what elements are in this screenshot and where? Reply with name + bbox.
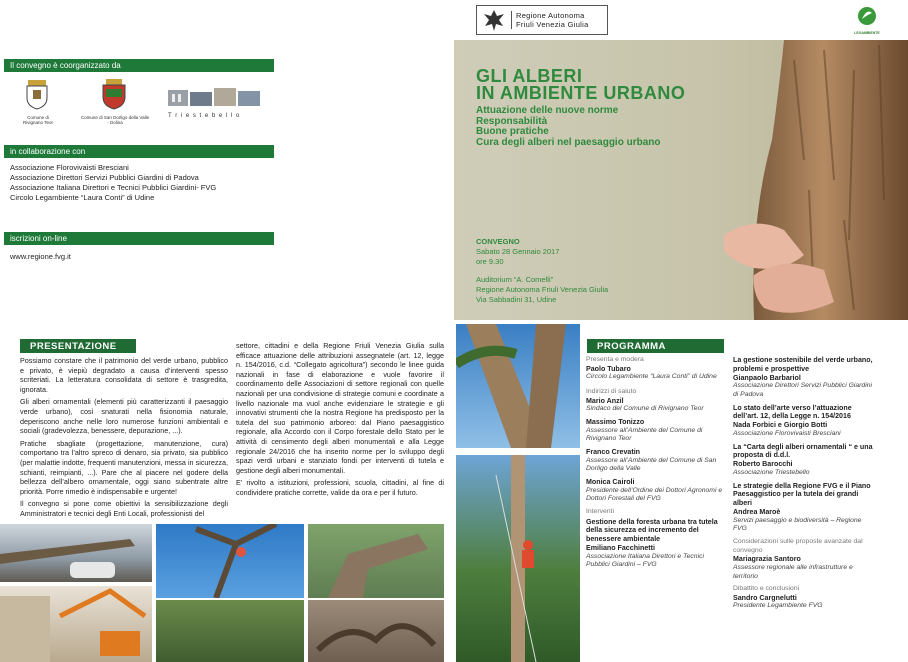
- photo-excavator: [0, 586, 152, 662]
- program-role: Indirizzi di saluto: [586, 387, 637, 395]
- programma-col2: [733, 356, 873, 615]
- arborist-illustration: [456, 455, 580, 662]
- event-time: ore 9.30: [476, 257, 504, 266]
- organized-bar: Il convegno è coorganizzato da: [4, 59, 274, 72]
- region-logo: [476, 5, 608, 35]
- speaker-affiliation: Associazione Direttori Servizi Pubblici Giardini di Padova: [733, 382, 873, 398]
- coat-of-arms-icon: [24, 78, 50, 110]
- cover-title-line1: GLI ALBERI: [476, 66, 583, 86]
- cover-subtitle: Responsabilità: [476, 115, 548, 127]
- cover-title-line2: IN AMBIENTE URBANO: [476, 83, 686, 103]
- logo-san-dorligo: [80, 78, 150, 123]
- region-line1: Regione Autonoma: [516, 11, 585, 20]
- cover-subtitle: Cura degli alberi nel paesaggio urbano: [476, 136, 661, 148]
- collaborator: Associazione Florovivaisti Bresciani: [10, 163, 129, 172]
- program-role: Considerazioni sulle proposte avanzate dal convegno: [733, 537, 863, 554]
- programma-col1: [586, 356, 726, 574]
- cover-subtitle: Attuazione delle nuove norme: [476, 105, 619, 116]
- logo-caption: T r i e s t e b e l l o: [168, 113, 241, 119]
- logo-caption: Comune di San Dorligo della Valle - Dolina: [80, 115, 150, 125]
- talk-topic: La gestione sostenibile del verde urbano, problemi e prospettive: [733, 356, 873, 373]
- roots-illustration: [308, 600, 444, 662]
- talk-topic: La “Carta degli alberi ornamentali “ e una proposta di d.d.l.: [733, 442, 873, 460]
- speaker-affiliation: Associazione Triestebello: [733, 468, 810, 476]
- presentazione-col1: [20, 356, 228, 522]
- speaker-affiliation: Associazione Italiana Direttori e Tecnici Pubblici Giardini – FVG: [586, 552, 704, 569]
- collaborator: Circolo Legambiente “Laura Conti” di Udine: [10, 193, 155, 202]
- talk-topic: Lo stato dell’arte verso l’attuazione dell’art. 12, della Legge n. 154/2016: [733, 403, 852, 421]
- eagle-icon: [481, 7, 507, 33]
- logo-triestebello: [168, 88, 268, 118]
- event-date: Sabato 28 Gennaio 2017: [476, 247, 560, 256]
- excavator-illustration: [0, 586, 152, 662]
- venue-line3: Via Sabbadini 31, Udine: [476, 295, 557, 304]
- speaker-affiliation: Assessore all’Ambiente del Comune di San Dorligo della Valle: [586, 456, 717, 473]
- speaker-name: Andrea Maroè: [733, 507, 781, 516]
- programma-heading: PROGRAMMA: [587, 339, 724, 353]
- presentazione-col2: [236, 341, 444, 501]
- paragraph: settore, cittadini e della Regione Friuli Venezia Giulia sulla efficace attuazione delle attribuzioni assegnatele (art. 12, legge n. 154/2016, c.d. “Collegato agricoltura”) secondo le linee guida nazionali in fase di elaborazione e vuole favorire il coordinamento delle Associazioni di settore regionali con quelle nazionali per una condivisione di strategie comuni e coordinate a livello nazionale ma vuol anche evidenziare le strategie e gli innovativi strumenti che la nostra Regione ha predisposto per la tutela del suo patrimonio arboreo: dal Piano paesaggistico regionale, alla Accordo con il Corpo forestale dello Stato per le attività di censimento degli alberi monumentali e alla Legge regionale 24/2016 che ha inserito norme per lo sviluppo degli spazi verdi urbani e stanziato fondi per interventi di tutela e gestione degli alberi monumentali.: [236, 341, 444, 475]
- collaborators-list: [10, 163, 275, 203]
- legambiente-text: LEGAMBIENTE: [854, 31, 880, 35]
- region-line2: Friuli Venezia Giulia: [516, 20, 589, 29]
- speaker-affiliation: Associazione Florovivaisti Bresciani: [733, 429, 841, 437]
- paragraph: Possiamo constare che il patrimonio del verde urbano, pubblico e privato, è viepiù degradato a causa d’interventi spesso scriteriati. La letteratura consolidata di settore è trasgredita, ignorata.: [20, 356, 228, 394]
- legambiente-logo: [852, 6, 882, 38]
- photo-tall-trunks: [456, 324, 580, 448]
- speaker-name: Paolo Tubaro: [586, 364, 631, 373]
- photo-park-trees: [156, 600, 304, 662]
- talk-topic: Le strategie della Regione FVG e il Piano Paesaggistico per la tutela dei grandi alberi: [733, 481, 871, 508]
- photo-roots: [308, 600, 444, 662]
- cover-panel: [454, 40, 908, 320]
- speaker-name: Sandro Cargnelutti: [733, 593, 797, 602]
- paragraph: Il convegno si pone come obiettivi la sensibilizzazione degli Amministratori e tecnici degli Enti Locali, professionisti del: [20, 499, 228, 518]
- collaborator: Associazione Direttori Servizi Pubblici Giardini di Padova: [10, 173, 199, 182]
- speaker-name: Franco Crevatin: [586, 447, 641, 456]
- speaker-affiliation: Sindaco del Comune di Rivignano Teor: [586, 405, 704, 413]
- speaker-affiliation: Assessore all’Ambiente del Comune di Rivignano Teor: [586, 426, 703, 443]
- trieste-skyline-icon: [168, 88, 260, 106]
- speaker-name: Massimo Tonizzo: [586, 417, 645, 426]
- iscrizioni-bar: iscrizioni on-line: [4, 232, 274, 245]
- talk-topic: Gestione della foresta urbana tra tutela della sicurezza ed incremento del benessere ambientale: [586, 517, 718, 544]
- coat-of-arms-icon: [100, 78, 128, 110]
- speaker-name: Gianpaolo Barbariol: [733, 373, 801, 382]
- logo-rivignano: [18, 78, 58, 123]
- tall-trunks-illustration: [456, 324, 580, 448]
- photo-arborist-climbing: [456, 455, 580, 662]
- speaker-affiliation: Presidente dell’Ordine dei Dottori Agronomi e Dottori Forestali del FVG: [586, 486, 723, 503]
- program-role: Presenta e modera: [586, 356, 644, 363]
- photo-tree-climber: [156, 524, 304, 598]
- speaker-name: Emiliano Facchinetti: [586, 543, 655, 552]
- climber-illustration: [156, 524, 304, 598]
- venue-line1: Auditorium “A. Comelli”: [476, 275, 554, 284]
- paragraph: Pratiche sbagliate (progettazione, manutenzione, cura) comportano tra l’altro spreco di denaro, sia privato, sia pubblico (per malattie indotte, frequenti manutenzioni, messa in sicurezza, schianti, reimpianti, ...). Pare che al piacere nel godere della bellezza dell’albero ornamentale, oggi siano subentrate altre priorità. Porre rimedio è indispensabile e urgente!: [20, 438, 228, 496]
- paragraph: Gli alberi ornamentali (elementi più caratterizzanti il paesaggio verde urbano), così snaturati nella fisionomia naturale, deperiscono anche nelle loro numerose funzioni ambientali e sociali (gradevolezza, benessere, depurazione, ...).: [20, 397, 228, 436]
- collab-bar: in collaborazione con: [4, 145, 274, 158]
- photo-fallen-tree: [0, 524, 152, 582]
- speaker-name: Mario Anzil: [586, 396, 624, 405]
- speaker-name: Nada Forbici e Giorgio Botti: [733, 421, 828, 430]
- speaker-affiliation: Servizi paesaggio e biodiversità – Regione FVG: [733, 516, 862, 533]
- speaker-affiliation: Presidente Legambiente FVG: [733, 602, 823, 610]
- broken-trunk-illustration: [308, 524, 444, 598]
- website-link[interactable]: www.regione.fvg.it: [10, 252, 71, 261]
- program-role: Dibattito e conclusioni: [733, 585, 800, 593]
- program-role: Interventi: [586, 507, 614, 515]
- paragraph: E’ rivolto a istituzioni, professioni, scuola, cittadini, al fine di condividere pratiche corrette, valide da ora e per il futuro.: [236, 478, 444, 497]
- speaker-name: Roberto Barocchi: [733, 460, 793, 469]
- cover-subtitles: [476, 106, 660, 148]
- fallen-tree-illustration: [0, 524, 152, 582]
- speaker-name: Monica Cairoli: [586, 477, 635, 486]
- logo-caption: Comune di Rivignano Teor: [23, 115, 53, 125]
- speaker-affiliation: Assessore regionale alle infrastrutture e territorio: [733, 563, 853, 580]
- speaker-affiliation: Circolo Legambiente “Laura Conti” di Udine: [586, 373, 717, 381]
- presentazione-heading: PRESENTAZIONE: [20, 339, 136, 353]
- photo-broken-trunk: [308, 524, 444, 598]
- cover-subtitle: Buone pratiche: [476, 126, 549, 137]
- leaf-icon: [857, 6, 877, 26]
- collaborator: Associazione Italiana Direttori e Tecnici Pubblici Giardini- FVG: [10, 183, 217, 192]
- venue-line2: Regione Autonoma Friuli Venezia Giulia: [476, 285, 609, 294]
- speaker-name: Mariagrazia Santoro: [733, 555, 801, 564]
- convegno-label: CONVEGNO: [476, 237, 520, 246]
